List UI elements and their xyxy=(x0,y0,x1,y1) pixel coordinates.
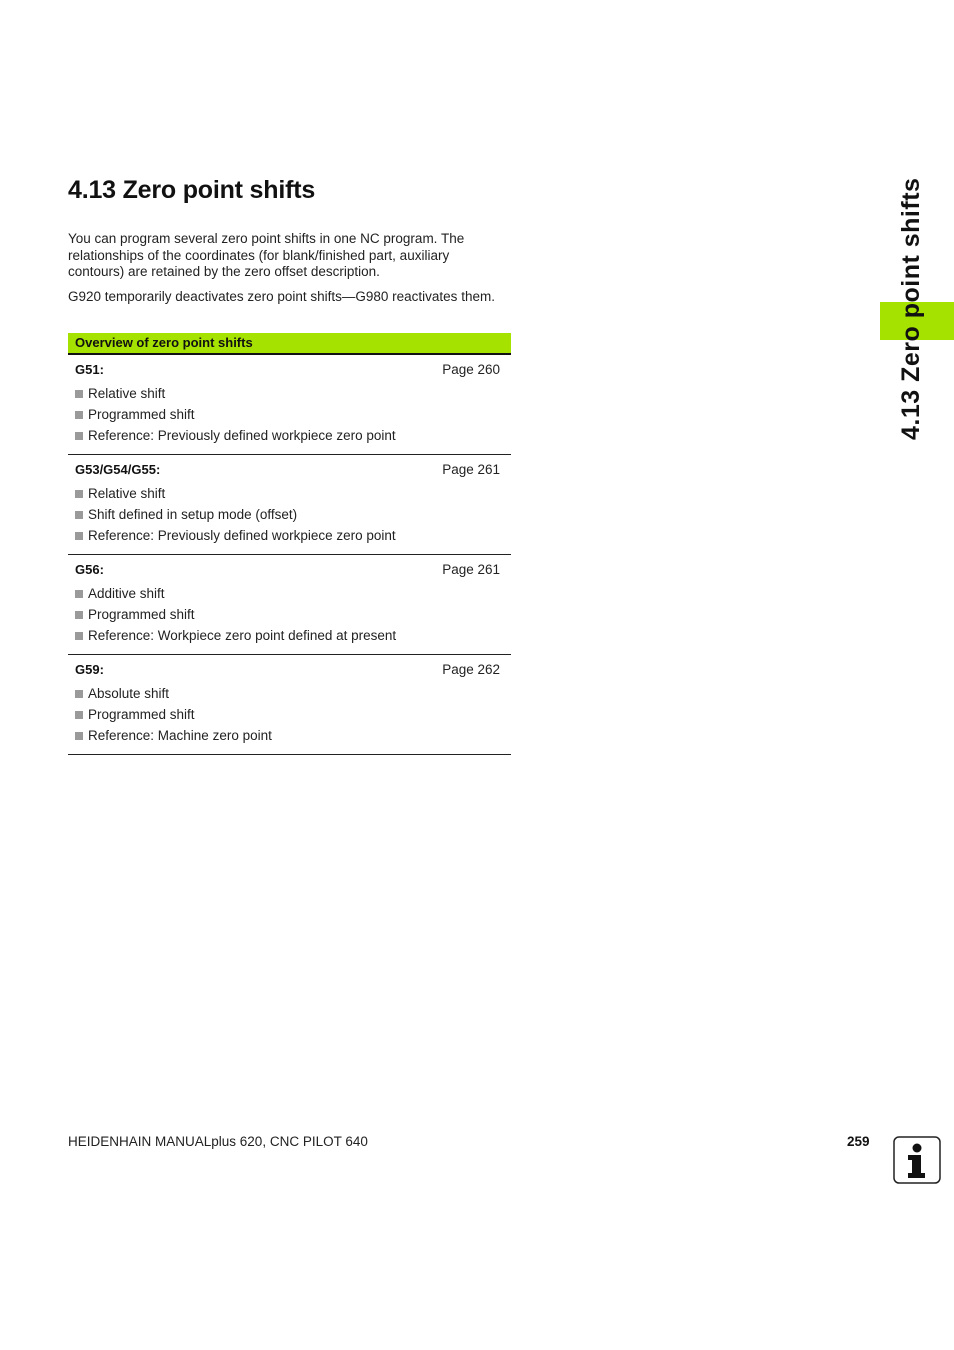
page-reference-link[interactable]: Page 261 xyxy=(442,562,500,577)
list-item: Programmed shift xyxy=(68,704,511,725)
intro-paragraph: G920 temporarily deactivates zero point shifts—G980 reactivates them. xyxy=(68,288,495,304)
page-reference-link[interactable]: Page 262 xyxy=(442,662,500,677)
info-icon xyxy=(893,1136,941,1184)
page-number: 259 xyxy=(847,1134,870,1149)
square-bullet-icon xyxy=(75,490,83,498)
list-item: Relative shift xyxy=(68,383,511,404)
overview-header: Overview of zero point shifts xyxy=(68,333,511,355)
square-bullet-icon xyxy=(75,411,83,419)
g-code: G51: xyxy=(75,362,104,377)
list-item: Reference: Previously defined workpiece zero point xyxy=(68,425,511,446)
square-bullet-icon xyxy=(75,432,83,440)
square-bullet-icon xyxy=(75,711,83,719)
list-item: Programmed shift xyxy=(68,404,511,425)
list-item: Reference: Workpiece zero point defined at present xyxy=(68,625,511,646)
g-code: G56: xyxy=(75,562,104,577)
square-bullet-icon xyxy=(75,390,83,398)
list-item: Reference: Previously defined workpiece zero point xyxy=(68,525,511,546)
list-item: Shift defined in setup mode (offset) xyxy=(68,504,511,525)
intro-paragraph: You can program several zero point shifts in one NC program. The relationships of the coordinates (for blank/finished part, auxiliary contours) are retained by the zero offset description. xyxy=(68,231,465,279)
overview-table xyxy=(68,333,511,755)
square-bullet-icon xyxy=(75,732,83,740)
square-bullet-icon xyxy=(75,590,83,598)
square-bullet-icon xyxy=(75,632,83,640)
square-bullet-icon xyxy=(75,690,83,698)
footer-text: HEIDENHAIN MANUALplus 620, CNC PILOT 640 xyxy=(68,1134,368,1149)
overview-section xyxy=(68,455,511,555)
list-item: Absolute shift xyxy=(68,683,511,704)
page-reference-link[interactable]: Page 260 xyxy=(442,362,500,377)
intro-text xyxy=(68,231,508,313)
square-bullet-icon xyxy=(75,611,83,619)
g-code: G53/G54/G55: xyxy=(75,462,161,477)
page-reference-link[interactable]: Page 261 xyxy=(442,462,500,477)
page-title: 4.13 Zero point shifts xyxy=(68,176,316,204)
list-item: Relative shift xyxy=(68,483,511,504)
chapter-side-label: 4.13 Zero point shifts xyxy=(897,177,925,440)
overview-section xyxy=(68,355,511,455)
overview-section xyxy=(68,655,511,755)
square-bullet-icon xyxy=(75,511,83,519)
overview-section xyxy=(68,555,511,655)
list-item: Additive shift xyxy=(68,583,511,604)
list-item: Programmed shift xyxy=(68,604,511,625)
square-bullet-icon xyxy=(75,532,83,540)
g-code: G59: xyxy=(75,662,104,677)
list-item: Reference: Machine zero point xyxy=(68,725,511,746)
